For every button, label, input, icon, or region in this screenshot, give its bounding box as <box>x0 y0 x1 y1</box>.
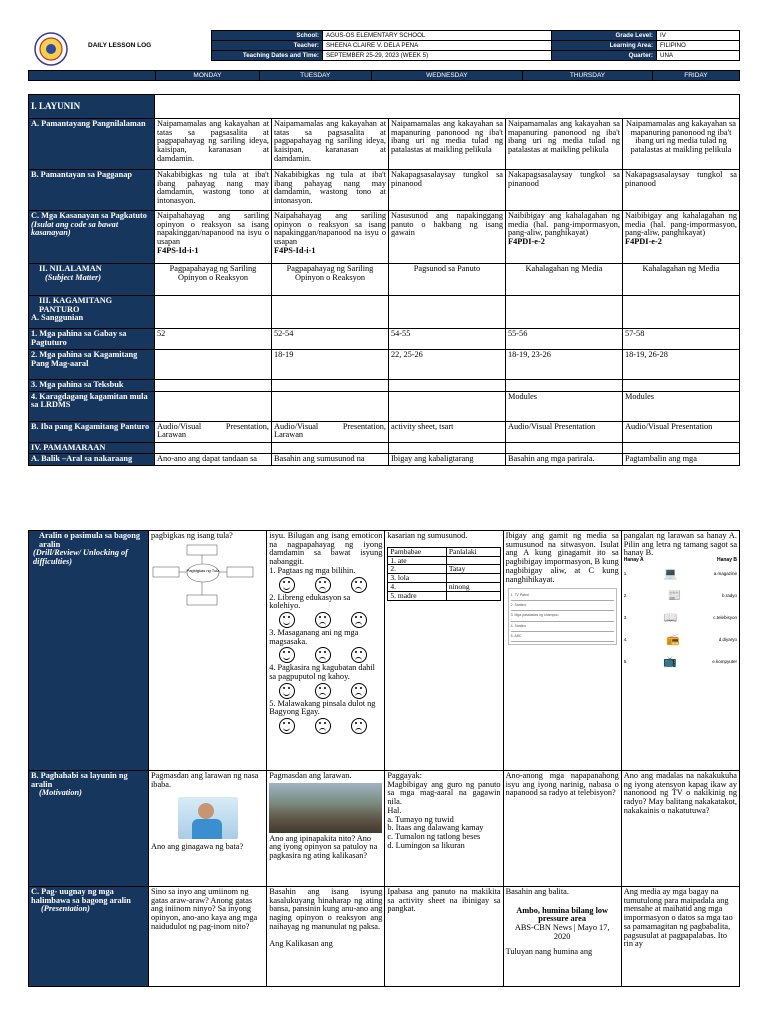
sanggunian-label: A. Sanggunian <box>31 313 84 323</box>
aralin-tue-intro: isyu. Bilugan ang isang emoticon na nagpapahayag ng iyong damdamin sa bawat isyung nabanggit. <box>269 531 383 567</box>
pangnilalaman-tue: Naipamamalas ang kakayahan at tatas sa pagsasalita at pagpapahayag ng sariling ideya, kaisipan, karanasan at damdamin. <box>272 119 389 170</box>
paghahabi-subtitle: (Motivation) <box>39 788 82 798</box>
teksbuk-label: 3. Mga pahina sa Teksbuk <box>29 380 155 392</box>
paghahabi-wed-line: a. Tumayo ng tuwid <box>387 814 454 824</box>
gabay-mon: 52 <box>155 329 272 350</box>
kagamitang-pahina-fri: 18-19, 26-28 <box>623 350 740 380</box>
lesson-table-page1 <box>28 94 740 466</box>
sad-face-icon[interactable] <box>315 577 331 593</box>
nilalaman-label <box>29 264 155 296</box>
gender-cell: 1. ate <box>388 556 446 565</box>
lrdms-thu: Modules <box>506 391 623 421</box>
computer-icon: 💻 <box>663 567 678 580</box>
code-thu: F4PDI-e-2 <box>508 237 545 247</box>
angry-face-icon[interactable] <box>351 718 367 734</box>
iba-thu: Audio/Visual Presentation <box>506 421 623 442</box>
kasanayan-subtitle: (Isulat ang code sa bawat kasanayan) <box>31 219 119 238</box>
paghahabi-tue-question: Ano ang ipinapakita nito? Ano ang iyong opinyon sa patuloy na pagkasira ng ating kalikasan? <box>269 833 378 861</box>
kasanayan-tue-text: Naipahahayag ang sariling opinyon o reaksyon sa isang napakinggan/napanood na isyu o usapan <box>274 211 386 247</box>
pagganap-wed: Nakapagsasalaysay tungkol sa pinanood <box>389 170 506 211</box>
learning-area-label: Learning Area: <box>552 41 657 51</box>
blank-cell <box>506 296 623 329</box>
blank-cell <box>155 296 272 329</box>
choice-item: e.kompyuter <box>712 659 737 665</box>
iba-fri: Audio/Visual Presentation <box>623 421 740 442</box>
news-headline: Ambo, humina bilang low pressure area <box>516 905 609 924</box>
teacher-value: SHEENA CLAIRE V. DELA PENA <box>323 41 552 51</box>
kasanayan-thu-text: Naibibigay ang kahalagahan ng media (hal. pang-impormasyon, pang-aliw, panghikayat) <box>508 211 620 238</box>
newspaper-icon: 📰 <box>667 589 682 602</box>
happy-face-icon[interactable] <box>279 612 295 628</box>
kagamitang-panturo-title: III. KAGAMITANG PANTURO <box>39 296 113 314</box>
news-body: Tuluyan nang humina ang <box>505 946 593 956</box>
happy-face-icon[interactable] <box>279 577 295 593</box>
gender-cell: ninong <box>446 583 500 592</box>
emoticon-row <box>269 717 382 735</box>
day-friday: FRIDAY <box>652 71 739 81</box>
paghahabi-wed-line: Magbibigay ang guro ng panuto sa mga mag-aaral na gagawin nila. <box>387 779 501 807</box>
angry-face-icon[interactable] <box>351 577 367 593</box>
iba-tue: Audio/Visual Presentation, Larawan <box>272 421 389 442</box>
choice-item: d.diyaryo <box>718 637 737 643</box>
pamamaraan-label: IV. PAMAMARAAN <box>29 442 155 454</box>
emoticon-row <box>269 611 382 629</box>
paghahabi-title: B. Paghahabi sa layunin ng aralin <box>31 771 128 789</box>
lrdms-mon <box>155 391 272 421</box>
code-mon: F4PS-Id-i-1 <box>157 245 199 255</box>
diagram-center-label: Pagbigkas ng Tula <box>186 567 220 573</box>
kagamitang-panturo-label <box>29 296 155 329</box>
grade-level-value: IV <box>657 31 740 41</box>
issue-item: 4. Pagkasira ng kagubatan dahil sa pagpuputol ng kahoy. <box>269 663 375 682</box>
header-info-table <box>211 30 740 61</box>
kasanayan-tue <box>272 211 389 264</box>
aralin-thu <box>503 531 621 771</box>
gabay-fri: 57-58 <box>623 329 740 350</box>
paghahabi-label <box>29 771 149 887</box>
paghahabi-thu: Ano-anong mga napapanahong isyu ang iyong narinig, nabasa o napanood sa radyo at telebisyon? <box>503 771 621 887</box>
kasanayan-thu <box>506 211 623 264</box>
kasanayan-title: C. Mga Kasanayan sa Pagkatuto <box>31 211 147 220</box>
boy-drinking-photo <box>178 797 238 839</box>
blank-cell <box>623 296 740 329</box>
lrdms-label: 4. Karagdagang kagamitan mula sa LRDMS <box>29 391 155 421</box>
news-source: ABS-CBN News | Mayo 17, 2020 <box>514 923 610 941</box>
magazine-icon: 📖 <box>663 611 678 624</box>
gender-cell <box>446 556 500 565</box>
paghahabi-wed-line: d. Lumingon sa likuran <box>387 840 465 850</box>
sad-face-icon[interactable] <box>315 718 331 734</box>
pag-uugnay-tue-text: Basahin ang isang isyung kasalukuyang hinaharap ng ating bansa, pansinin kung anu-ano ang naging opinyon o reaksyon ang naihayag ng manunulat ng paksa. <box>269 887 383 931</box>
sad-face-icon[interactable] <box>315 683 331 699</box>
pagganap-fri: Nakapagsasalaysay tungkol sa pinanood <box>623 170 740 211</box>
blank-cell <box>155 442 272 454</box>
gabay-thu: 55-56 <box>506 329 623 350</box>
nilalaman-thu: Kahalagahan ng Media <box>506 264 623 296</box>
aralin-title: Aralin o pasimula sa bagong aralin <box>39 531 140 549</box>
kagamitang-pahina-thu: 18-19, 23-26 <box>506 350 623 380</box>
pag-uugnay-title: C. Pag- uugnay ng mga halimbawa sa bagong aralin <box>31 887 131 905</box>
gender-cell: 2. <box>388 565 446 574</box>
aralin-subtitle: (Drill/Review/ Unlocking of difficulties) <box>33 548 128 567</box>
pagganap-tue: Nakabibigkas ng tula at iba't ibang pahayag nang may damdamin, wastong tono at intonasyon. <box>272 170 389 211</box>
issue-item: 2. Libreng edukasyon sa kolehiyo. <box>269 592 351 611</box>
paghahabi-wed-line: Hal. <box>387 805 402 815</box>
paghahabi-mon-prompt: Pagmasdan ang larawan ng nasa ibaba. <box>151 771 259 789</box>
kasanayan-fri-text: Naibibigay ang kahalagahan ng media (hal. pang-impormasyon, pang-aliw, panghikayat) <box>625 211 737 238</box>
day-wednesday: WEDNESDAY <box>371 71 523 81</box>
pangnilalaman-thu: Naipamamalas ang kakayahan sa mapanuring panonood ng iba't ibang uri ng media tulad ng patalastas at maikling pelikula <box>506 119 623 170</box>
iba-mon: Audio/Visual Presentation, Larawan <box>155 421 272 442</box>
day-monday: MONDAY <box>156 71 260 81</box>
pangnilalaman-mon: Naipamamalas ang kakayahan at tatas sa pagsasalita at pagpapahayag ng sariling ideya, kaisipan, karanasan at damdamin. <box>155 119 272 170</box>
emoticon-row <box>269 682 382 700</box>
television-icon: 📺 <box>663 655 677 668</box>
sad-face-icon[interactable] <box>315 612 331 628</box>
nilalaman-fri: Kahalagahan ng Media <box>623 264 740 296</box>
code-tue: F4PS-Id-i-1 <box>274 245 316 255</box>
issue-item: 3. Masaganang ani ng mga magsasaka. <box>269 627 359 646</box>
matching-list <box>624 563 737 673</box>
aralin-thu-text: Ibigay ang gamit ng media sa sumusunod na sitwasyon. Isulat ang A kung ginagamit ito sa pagbibigay impormasyon, B kung nagbibigay aliw, at C kung nanghihikayat. <box>505 531 619 584</box>
aralin-wed <box>385 531 503 771</box>
paghahabi-tue-prompt: Pagmasdan ang larawan. <box>269 771 352 780</box>
angry-face-icon[interactable] <box>351 612 367 628</box>
pag-uugnay-subtitle: (Presentation) <box>41 904 90 914</box>
media-worksheet-item: 4. Santino <box>511 622 614 632</box>
pag-uugnay-mon: Sino sa inyo ang umiinom ng gatas araw-araw? Anong gatas ang iniinom ninyo? Sa inyong opinyon, ano-ano kaya ang mga naidudulot ng pag-inom nito? <box>149 887 267 987</box>
matching-row <box>624 607 737 629</box>
issue-item: 1. Pagtaas ng mga bilihin. <box>269 565 356 575</box>
kasanayan-label <box>29 211 155 264</box>
school-value: AGUS-OS ELEMENTARY SCHOOL <box>323 31 552 41</box>
media-worksheet-item: 5. ABC <box>511 632 614 642</box>
quarter-label: Quarter: <box>552 51 657 61</box>
paghahabi-wed-line: c. Tumalon ng tatlong beses <box>387 831 481 841</box>
aralin-mon <box>149 531 267 771</box>
media-worksheet-item: 2. Santino <box>511 601 614 611</box>
gender-table <box>387 547 500 601</box>
nilalaman-mon: Pagpapahayag ng Sariling Opinyon o Reaksyon <box>155 264 272 296</box>
matching-row <box>624 563 737 585</box>
gabay-tue: 52-54 <box>272 329 389 350</box>
gender-head-female: Pambabae <box>388 547 446 556</box>
lrdms-wed <box>389 391 506 421</box>
angry-face-icon[interactable] <box>351 683 367 699</box>
aralin-fri-text: pangalan ng larawan sa hanay A. Pilin ang letra ng tamang sagot sa hanay B. <box>623 531 737 558</box>
balik-tue: Basahin ang sumusunod na <box>272 454 389 466</box>
learning-area-value: FILIPINO <box>657 41 740 51</box>
blank-cell <box>506 380 623 392</box>
iba-pang-kagamitan-label: B. Iba pang Kagamitang Panturo <box>29 421 155 442</box>
balik-fri: Pagtambalin ang mga <box>623 454 740 466</box>
nilalaman-title: II. NILALAMAN <box>39 264 102 273</box>
paghahabi-tue <box>267 771 385 887</box>
aralin-mon-text: pagbigkas ng isang tula? <box>151 531 233 540</box>
teacher-label: Teacher: <box>212 41 323 51</box>
lrdms-fri: Modules <box>623 391 740 421</box>
paghahabi-wed-line: Paggayak: <box>387 771 422 780</box>
blank-cell <box>506 442 623 454</box>
day-thursday: THURSDAY <box>523 71 653 81</box>
pag-uugnay-thu <box>503 887 621 987</box>
pagganap-mon: Nakabibigkas ng tula at iba't ibang pahayag nang may damdamin, wastong tono at intonasyon. <box>155 170 272 211</box>
balik-wed: Ibigay ang kabaligtarang <box>389 454 506 466</box>
day-tuesday: TUESDAY <box>259 71 371 81</box>
deped-seal-logo <box>34 32 68 66</box>
aralin-label <box>29 531 149 771</box>
gender-cell <box>446 592 500 601</box>
choice-item: c.telebisyon <box>713 615 737 621</box>
blank-cell <box>623 380 740 392</box>
code-fri: F4PDI-e-2 <box>625 237 662 247</box>
kasanayan-fri <box>623 211 740 264</box>
garbage-pollution-photo <box>269 783 382 833</box>
pag-uugnay-wed: Ipabasa ang panuto na makikita sa activity sheet na ibinigay sa pangkat. <box>385 887 503 987</box>
happy-face-icon[interactable] <box>279 683 295 699</box>
gender-cell: 5. madre <box>388 592 446 601</box>
paghahabi-fri: Ano ang madalas na nakakukuha ng iyong atensyon kapag ikaw ay nanonood ng TV o nakikinig ng radyo? May balitang nakakatakot, nakakainis o nakatutuwa? <box>621 771 739 887</box>
pangnilalaman-fri: Naipamamalas ang kakayahan sa mapanuring panonood ng iba't ibang uri ng media tulad ng patalastas at maikling pelikula <box>623 119 740 170</box>
pag-uugnay-thu-text: Basahin ang balita. <box>505 887 569 896</box>
matching-row <box>624 585 737 607</box>
kagamitang-pahina-wed: 22, 25-26 <box>389 350 506 380</box>
radio-icon: 📻 <box>666 633 680 646</box>
gabay-wed: 54-55 <box>389 329 506 350</box>
blank-cell <box>389 380 506 392</box>
angry-face-icon[interactable] <box>351 647 367 663</box>
happy-face-icon[interactable] <box>279 718 295 734</box>
nilalaman-tue: Pagpapahayag ng Sariling Opinyon o Reaksyon <box>272 264 389 296</box>
days-blank <box>29 71 156 81</box>
paghahabi-wed-line: b. Itaas ang dalawang kamay <box>387 823 484 833</box>
gender-cell <box>446 574 500 583</box>
blank-cell <box>389 442 506 454</box>
aralin-tue <box>267 531 385 771</box>
hanay-b-label: Hanay B <box>716 557 737 564</box>
kasanayan-mon-text: Naipahahayag ang sariling opinyon o reaksyon sa isang napakinggan/napanood na isyu o usapan <box>157 211 269 247</box>
gender-cell: Tatay <box>446 565 500 574</box>
item-number: 1. <box>623 571 628 577</box>
pag-uugnay-label <box>29 887 149 987</box>
kagamitang-pahina-mon <box>155 350 272 380</box>
aralin-fri <box>621 531 739 771</box>
sad-face-icon[interactable] <box>315 647 331 663</box>
emoticon-row <box>269 576 382 594</box>
media-worksheet <box>508 588 617 644</box>
media-worksheet-item: 1. TV Patrol <box>511 591 614 601</box>
grade-level-label: Grade Level: <box>552 31 657 41</box>
pamantayan-pagganap-label: B. Pamantayan sa Pagganap <box>29 170 155 211</box>
paghahabi-mon <box>149 771 267 887</box>
pag-uugnay-tue <box>267 887 385 987</box>
blank-cell <box>155 380 272 392</box>
lrdms-tue <box>272 391 389 421</box>
paghahabi-wed <box>385 771 503 887</box>
pag-uugnay-fri: Ang media ay mga bagay na tumutulong para maipadala ang mensahe at maihatid ang mga impormasyon o datos sa mga tao sa pamamagitan ng pagbabalita, pagsusulat at pagpapalabas. Ito rin ay <box>621 887 739 987</box>
school-label: School: <box>212 31 323 41</box>
iba-wed: activity sheet, tsart <box>389 421 506 442</box>
item-number: 3. <box>623 615 628 621</box>
balik-thu: Basahin ang mga parirala. <box>506 454 623 466</box>
teaching-dates-label: Teaching Dates and Time: <box>212 51 323 61</box>
kasanayan-wed-text: Nasusunod ang napakinggang panuto o hakbang ng isang gawain <box>391 211 503 238</box>
item-number: 5. <box>623 659 628 665</box>
teaching-dates-value: SEPTEMBER 25-29, 2023 (WEEK 5) <box>323 51 552 61</box>
matching-row <box>624 651 737 673</box>
blank-cell <box>389 296 506 329</box>
happy-face-icon[interactable] <box>279 647 295 663</box>
graphic-organizer-diagram <box>151 541 255 611</box>
nilalaman-subtitle: (Subject Matter) <box>45 272 101 282</box>
pagganap-thu: Nakapagsasalaysay tungkol sa pinanood <box>506 170 623 211</box>
kasanayan-mon <box>155 211 272 264</box>
kagamitang-pahina-tue: 18-19 <box>272 350 389 380</box>
lesson-table-page2 <box>28 530 740 987</box>
balik-aral-label: A. Balik –Aral sa nakaraang <box>29 454 155 466</box>
choice-item: a.magazine <box>713 571 737 577</box>
quarter-value: UNA <box>657 51 740 61</box>
blank-cell <box>623 442 740 454</box>
matching-row <box>624 629 737 651</box>
paghahabi-mon-question: Ano ang ginagawa ng bata? <box>151 842 244 852</box>
gender-cell: 3. lola <box>388 574 446 583</box>
kasanayan-wed <box>389 211 506 264</box>
item-number: 2. <box>623 593 628 599</box>
kagamitang-pahina-label: 2. Mga pahina sa Kagamitang Pang Mag-aaral <box>29 350 155 380</box>
gabay-label: 1. Mga pahina sa Gabay sa Pagtuturo <box>29 329 155 350</box>
blank-cell <box>272 442 389 454</box>
issue-item: 5. Malawakang pinsala dulot ng Bagyong Egay. <box>269 698 376 717</box>
item-number: 4. <box>623 637 628 643</box>
blank-cell <box>272 296 389 329</box>
layunin-blank <box>155 95 740 119</box>
document-title: DAILY LESSON LOG <box>88 42 152 49</box>
emoticon-row <box>269 646 382 664</box>
days-header <box>28 70 740 81</box>
gender-cell: 4. <box>388 583 446 592</box>
layunin-heading: I. LAYUNIN <box>29 95 155 119</box>
nilalaman-wed: Pagsunod sa Panuto <box>389 264 506 296</box>
choice-item: b.radyo <box>721 593 737 599</box>
blank-cell <box>272 380 389 392</box>
media-worksheet-item: 3. Mga patalastas ng shampoo <box>511 611 614 621</box>
gender-head-male: Panlalaki <box>446 547 500 556</box>
pag-uugnay-tue-text2: Ang Kalikasan ang <box>269 938 333 948</box>
pangnilalaman-wed: Naipamamalas ang kakayahan sa mapanuring panonood ng iba't ibang uri ng media tulad ng patalastas at maikling pelikula <box>389 119 506 170</box>
balik-mon: Ano-ano ang dapat tandaan sa <box>155 454 272 466</box>
aralin-wed-intro: kasarian ng sumusunod. <box>387 531 468 540</box>
pamantayang-pangnilalaman-label: A. Pamantayang Pangnilalaman <box>29 119 155 170</box>
hanay-a-label: Hanay A <box>623 557 644 564</box>
